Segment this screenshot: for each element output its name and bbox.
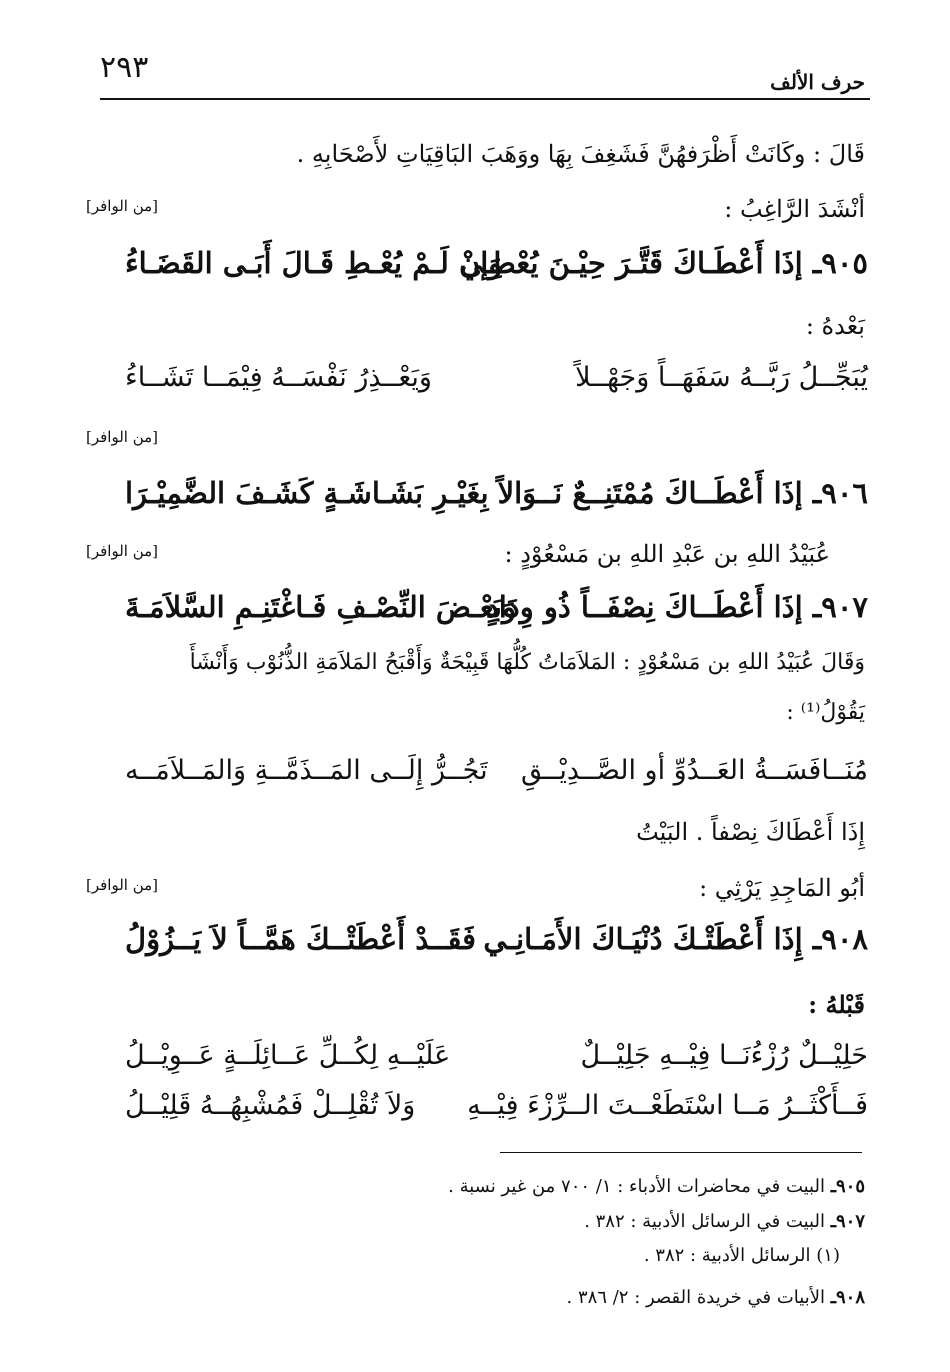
meter-label: [من الوافر] — [86, 876, 159, 894]
footnote-number: ٩٠٧ـ — [830, 1211, 865, 1232]
verse-number: ٩٠٥ـ — [812, 246, 868, 280]
verse-reference: إِذَا أَعْطَاكَ نِصْفاً . البَيْتُ — [636, 818, 865, 846]
footnote-text: البيت في الرسائل الأدبية : ٣٨٢ . — [584, 1211, 825, 1232]
verse-908-continuation — [95, 1090, 868, 1134]
verse-first-hemistich: حَلِيْــلٌ رُزْءُنَــا فِيْــهِ جَلِيْــلٌ — [580, 1040, 868, 1071]
verse-number: ٩٠٨ـ — [812, 922, 868, 956]
poet-intro: أبُو المَاجِدِ يَرْثِي : — [699, 874, 865, 902]
hemistich-text: إذَا أَعْطَــاكَ مُمْتَنِــعٌ نَــوَالاً — [497, 476, 803, 510]
verse-905 — [95, 246, 868, 290]
section-label-before: قَبْلهُ : — [808, 990, 865, 1019]
hemistich-text: إذَا أَعْطَـاكَ قَتَّـرَ حِيْـنَ يُعْطِـي — [459, 246, 803, 280]
verse-second-hemistich: وَيَعْــذِرُ نَفْسَــهُ فِيْمَــا تَشَــاءُ — [125, 362, 432, 393]
verse-second-hemistich: تَجُــرُّ إِلَــى المَــذَمَّــةِ وَالمَــلاَمَــه — [125, 755, 488, 786]
verse-number: ٩٠٦ـ — [812, 476, 868, 510]
verse-first-hemistich: فَــأَكْثَــرُ مَــا اسْتَطَعْــتَ الــرِّزْءَ فِيْــهِ — [467, 1090, 868, 1121]
poet-intro: عُبَيْدُ اللهِ بن عَبْدِ اللهِ بن مَسْعُوْدٍ : — [504, 540, 830, 568]
verse-905-continuation — [95, 362, 868, 406]
section-label-after: بَعْدهُ : — [805, 312, 865, 340]
footnote-number: (١) — [816, 1245, 840, 1266]
meter-label: [من الوافر] — [86, 197, 159, 215]
verse-second-hemistich: وَبَعْـضَ النِّصْـفِ فَـاغْتَنِـمِ السَّلاَمَـةَ — [125, 590, 516, 624]
footnote — [448, 1176, 865, 1197]
prose-paragraph: وَقَالَ عُبَيْدُ اللهِ بن مَسْعُوْدٍ : المَلاَمَاتُ كُلُّهَا قَبِيْحَةٌ وَأَقْبَحُ المَلاَمَةِ الذُّنُوْب وَأَنْشَأَ — [189, 650, 865, 675]
prose-paragraph-continuation: يَقُوْلُ⁽¹⁾ : — [786, 700, 865, 725]
verse-number: ٩٠٧ـ — [812, 590, 868, 624]
verse-second-hemistich: بِغَيْـرِ بَشَـاشَـةٍ كَشَـفَ الضَّمِيْـرَا — [125, 476, 489, 510]
verse-first-hemistich: يُبَجِّــلُ رَبَّــهُ سَفَهَــاً وَجَهْــلاً — [575, 362, 868, 393]
verse-907 — [95, 590, 868, 634]
header-divider — [100, 98, 870, 100]
page-number: ٢٩٣ — [100, 50, 149, 85]
verse-first-hemistich — [486, 590, 868, 624]
footnote-text: البيت في محاضرات الأدباء : ١/ ٧٠٠ من غير نسبة . — [448, 1176, 825, 1197]
hemistich-text: إذَا أَعْطَــاكَ نِصْفَــاً ذُو وِدَادٍ — [485, 590, 803, 624]
meter-label: [من الوافر] — [86, 542, 159, 560]
intro-prose: قَالَ : وكَانَتْ أَظْرَفهُنَّ فَشَغِفَ بِهَا ووَهَبَ البَاقِيَاتِ لأَصْحَابِهِ . — [296, 140, 865, 168]
footnote — [584, 1211, 865, 1232]
verse-second-hemistich: وَإنْ لَـمْ يُعْـطِ قَـالَ أَبَـى القَضَـاءُ — [125, 246, 503, 280]
verse-907-continuation — [95, 755, 868, 799]
verse-first-hemistich — [498, 476, 868, 510]
verse-second-hemistich: عَلَيْــهِ لِكُــلِّ عَــائِلَــةٍ عَــوِيْــلُ — [125, 1040, 451, 1071]
footnote-divider — [500, 1152, 862, 1153]
hemistich-text: إِذَا أَعْطَتْـكَ دُنْيَـاكَ الأَمَـانِـي — [483, 922, 803, 956]
verse-906 — [95, 476, 868, 520]
verse-908-continuation — [95, 1040, 868, 1084]
footnote-text: الرسائل الأدبية : ٣٨٢ . — [643, 1245, 811, 1266]
footnote-number: ٩٠٥ـ — [830, 1176, 865, 1197]
verse-second-hemistich: وَلاَ تُقْلِــلْ فَمُشْبِهُــهُ قَلِيْــلُ — [125, 1090, 416, 1121]
verse-first-hemistich: مُنَــافَسَــةُ العَــدُوِّ أو الصَّــدِيْــقِ — [520, 755, 868, 786]
footnote — [644, 1245, 840, 1266]
verse-908 — [95, 922, 868, 966]
footnote-text: الأبيات في خريدة القصر : ٢/ ٣٨٦ . — [566, 1287, 825, 1308]
footnote — [567, 1287, 865, 1308]
verse-first-hemistich — [483, 922, 868, 956]
verse-second-hemistich: فَقَــدْ أَعْطَتْــكَ هَمَّــاً لاَ يَــزُوْلُ — [125, 922, 477, 956]
verse-first-hemistich — [460, 246, 868, 280]
chapter-title: حرف الألف — [770, 70, 865, 94]
recital-intro: أنْشَدَ الرَّاغِبُ : — [724, 195, 865, 223]
footnote-number: ٩٠٨ـ — [830, 1287, 865, 1308]
meter-label: [من الوافر] — [86, 428, 159, 446]
